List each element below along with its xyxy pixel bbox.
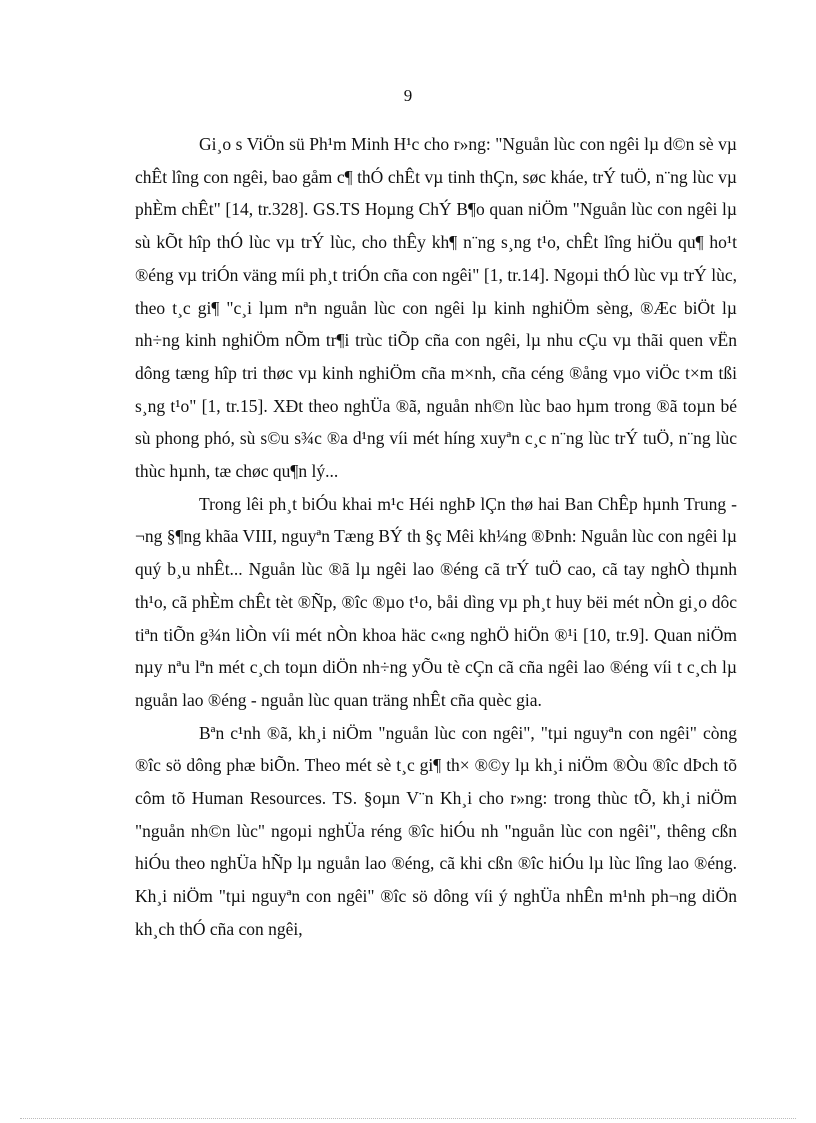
paragraph: Bªn c¹nh ®ã, kh¸i niÖm "nguån lùc con ngêi", "tµi nguyªn con ngêi" còng ®îc sö dông phæ biÕn. Theo mét sè t¸c gi¶ th× ®©y lµ kh¸i niÖm ®Òu ®îc dÞch tõ côm tõ Human Resources. TS. §oµn V¨n Kh¸i cho r»ng: trong thùc tÕ, kh¸i niÖm "nguån nh©n lùc" ngoµi nghÜa réng ®îc hiÓu nh "nguån lùc con ngêi", thêng cßn hiÓu theo nghÜa hÑp lµ nguån lao ®éng, cã khi cßn ®îc hiÓu lµ lùc lîng lao ®éng. Kh¸i niÖm "tµi nguyªn con ngêi" ®îc sö dông víi ý nghÜa nhÊn m¹nh ph¬ng diÖn kh¸ch thÓ cña con ngêi, [135,722,737,939]
paragraph: Trong lêi ph¸t biÓu khai m¹c Héi nghÞ lÇn thø hai Ban ChÊp hµnh Trung ¬ng §¶ng khãa VIII, nguyªn Tæng BÝ th §ç Mêi kh¼ng ®Þnh: Nguån lùc con ngêi lµ quý b¸u nhÊt... Nguån lùc ®ã lµ ngêi lao ®éng cã trÝ tuÖ cao, cã tay nghÒ thµnh th¹o, cã phÈm chÊt tèt ®Ñp, ®îc ®µo t¹o, båi dìng vµ ph¸t huy bëi mét nÒn gi¸o dôc tiªn tiÕn g¾n liÒn víi mét nÒn khoa häc c«ng nghÖ hiÖn ®¹i [10, tr.9]. Quan niÖm nµy nªu lªn mét c¸ch toµn diÖn nh÷ng yÕu tè cÇn cã cña ngêi lao ®éng víi t c¸ch lµ nguån lao ®éng - nguån lùc quan träng nhÊt cña quèc gia. [135,493,737,710]
page-bottom-divider [20,1118,796,1119]
page-number: 9 [403,86,413,105]
body-text [135,128,737,946]
paragraph: Gi¸o s ViÖn sü Ph¹m Minh H¹c cho r»ng: "Nguån lùc con ngêi lµ d©n sè vµ chÊt lîng con ngêi, bao gåm c¶ thÓ chÊt vµ tinh thÇn, søc kháe, trÝ tuÖ, n¨ng lùc vµ phÈm chÊt" [14, tr.328]. GS.TS Hoµng ChÝ B¶o quan niÖm "Nguån lùc con ngêi lµ sù kÕt hîp thÓ lùc vµ trÝ lùc, cho thÊy kh¶ n¨ng s¸ng t¹o, chÊt lîng hiÖu qu¶ ho¹t ®éng vµ triÓn väng míi ph¸t triÓn cña con ngêi" [1, tr.14]. Ngoµi thÓ lùc vµ trÝ lùc, theo t¸c gi¶ "c¸i lµm nªn nguån lùc con ngêi lµ kinh nghiÖm sèng, ®Æc biÖt lµ nh÷ng kinh nghiÖm nÕm tr¶i trùc tiÕp cña con ngêi, lµ nhu cÇu vµ thãi quen vËn dông tæng hîp tri thøc vµ kinh nghiÖm cña m×nh, cña céng ®ång vµo viÖc t×m tßi s¸ng t¹o" [1, tr.15]. XÐt theo nghÜa ®ã, nguån nh©n lùc bao hµm trong ®ã toµn bé sù phong phó, sù s©u s¾c ®a d¹ng víi mét híng xuyªn c¸c n¨ng lùc trÝ tuÖ, n¨ng lùc thùc hµnh, tæ chøc qu¶n lý... [135,134,737,482]
